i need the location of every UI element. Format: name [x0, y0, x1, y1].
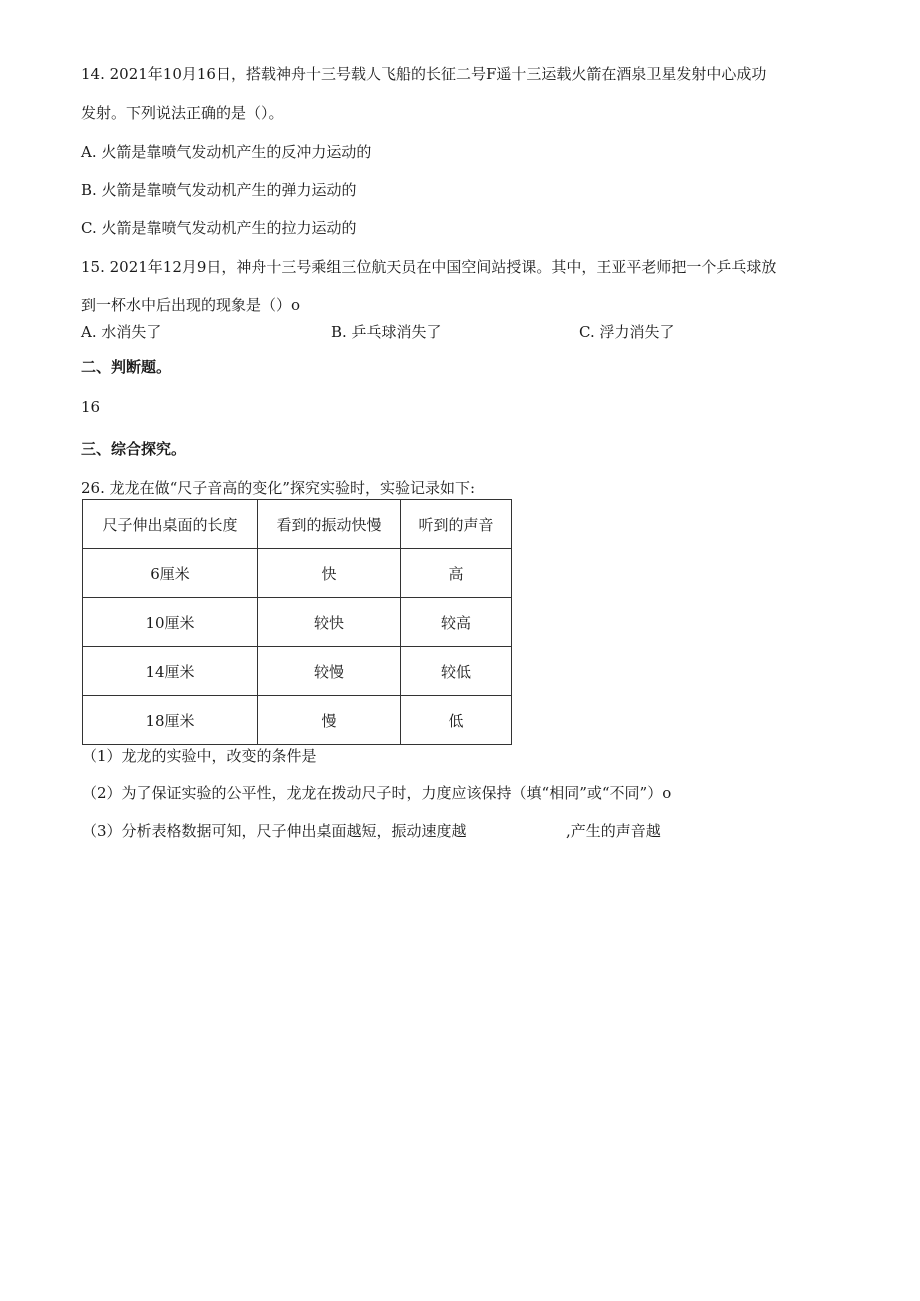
q15-stem-line2: 到一杯水中后出现的现象是（）o: [81, 296, 301, 314]
table-cell: 6厘米: [83, 549, 258, 598]
table-cell: 18厘米: [83, 696, 258, 745]
q26-sub-question-2: （2）为了保证实验的公平性，龙龙在拨动尺子时，力度应该保持（填“相同”或“不同”）o: [82, 784, 672, 802]
table-row: [83, 549, 512, 598]
q15-stem-line1: 15. 2021年12月9日，神舟十三号乘组三位航天员在中国空间站授课。其中，王亚平老师把一个乒乓球放: [81, 258, 777, 276]
table-cell: 低: [401, 696, 512, 745]
q26-sub-question-3-tail: ,产生的声音越: [566, 822, 661, 840]
q15-option-a: A. 水消失了: [81, 323, 162, 341]
table-cell: 14厘米: [83, 647, 258, 696]
q15-option-c: C. 浮力消失了: [579, 323, 675, 341]
experiment-record-table: [82, 499, 512, 745]
q14-option-c: C. 火箭是靠喷气发动机产生的拉力运动的: [81, 219, 357, 237]
table-header-cell: 听到的声音: [401, 500, 512, 549]
table-cell: 10厘米: [83, 598, 258, 647]
table-header-row: [83, 500, 512, 549]
q15-option-b: B. 乒乓球消失了: [331, 323, 442, 341]
table-cell: 慢: [258, 696, 401, 745]
question-16-number: 16: [81, 398, 101, 416]
section-3-heading: 三、综合探究。: [81, 440, 187, 458]
table-cell: 较快: [258, 598, 401, 647]
q14-option-b: B. 火箭是靠喷气发动机产生的弹力运动的: [81, 181, 357, 199]
table-header-cell: 尺子伸出桌面的长度: [83, 500, 258, 549]
table-cell: 较高: [401, 598, 512, 647]
table-header-cell: 看到的振动快慢: [258, 500, 401, 549]
q26-sub-question-3: （3）分析表格数据可知，尺子伸出桌面越短，振动速度越: [82, 822, 467, 840]
q14-stem-line1: 14. 2021年10月16日，搭载神舟十三号载人飞船的长征二号F遥十三运载火箭在酒泉卫星发射中心成功: [81, 65, 767, 83]
q26-sub-question-1: （1）龙龙的实验中，改变的条件是: [82, 747, 317, 765]
table-cell: 较慢: [258, 647, 401, 696]
table-cell: 快: [258, 549, 401, 598]
table-cell: 高: [401, 549, 512, 598]
q14-stem-line2: 发射。下列说法正确的是（）。: [81, 104, 284, 122]
table-row: [83, 647, 512, 696]
q26-intro: 26. 龙龙在做“尺子音高的变化”探究实验时，实验记录如下:: [81, 479, 476, 497]
table-row: [83, 598, 512, 647]
table-row: [83, 696, 512, 745]
section-2-heading: 二、判断题。: [81, 358, 172, 376]
q14-option-a: A. 火箭是靠喷气发动机产生的反冲力运动的: [81, 143, 372, 161]
table-cell: 较低: [401, 647, 512, 696]
